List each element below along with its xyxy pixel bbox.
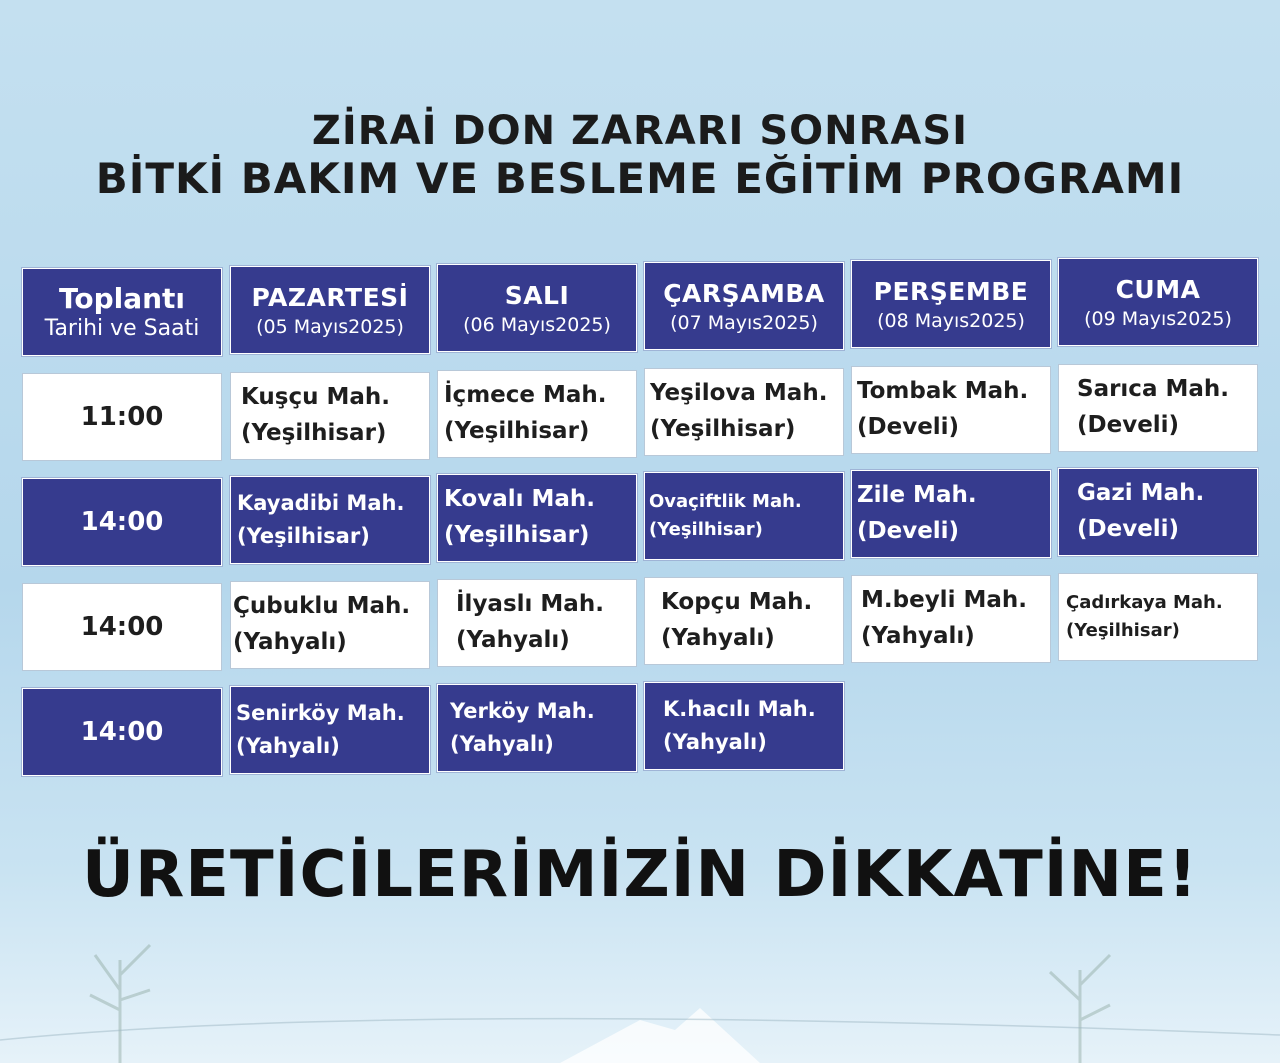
- day-date: (05 Mayıs2025): [256, 315, 404, 338]
- schedule-cell: [644, 368, 844, 456]
- day-name: PERŞEMBE: [873, 276, 1029, 306]
- village-name: Yerköy Mah.: [450, 699, 595, 724]
- district-name: (Develi): [857, 518, 960, 544]
- schedule-cell: [644, 472, 844, 560]
- schedule-cell: [437, 579, 637, 667]
- time-cell-row-3: [22, 583, 222, 671]
- notice-heading: ÜRETİCİLERİMİZİN DİKKATİNE!: [82, 838, 1198, 912]
- village-name: Çubuklu Mah.: [233, 593, 411, 620]
- header-day-friday: [1058, 258, 1258, 346]
- time-label: 14:00: [80, 716, 164, 747]
- header-corner-subtitle: Tarihi ve Saati: [44, 316, 200, 342]
- schedule-cell: [1058, 573, 1258, 661]
- schedule-cell: [230, 372, 430, 460]
- village-name: Tombak Mah.: [857, 378, 1029, 405]
- village-name: Senirköy Mah.: [236, 701, 405, 726]
- district-name: (Yeşilhisar): [444, 418, 590, 444]
- district-name: (Yeşilhisar): [237, 524, 370, 548]
- schedule-cell: [230, 686, 430, 774]
- day-name: PAZARTESİ: [251, 282, 409, 312]
- day-date: (06 Mayıs2025): [463, 313, 611, 336]
- district-name: (Yeşilhisar): [650, 416, 796, 442]
- day-date: (07 Mayıs2025): [670, 311, 818, 334]
- district-name: (Develi): [1077, 412, 1180, 438]
- village-name: Sarıca Mah.: [1077, 376, 1229, 403]
- district-name: (Yahyalı): [450, 732, 554, 756]
- day-date: (08 Mayıs2025): [877, 309, 1025, 332]
- village-name: M.beyli Mah.: [861, 587, 1027, 614]
- time-label: 14:00: [80, 506, 164, 537]
- village-name: Gazi Mah.: [1077, 480, 1205, 507]
- plant-silhouette-left: [90, 945, 150, 1063]
- village-name: Ovaçiftlik Mah.: [649, 491, 802, 513]
- day-name: CUMA: [1115, 274, 1201, 304]
- time-cell-row-4: [22, 688, 222, 776]
- title-line-1: ZİRAİ DON ZARARI SONRASI: [311, 108, 969, 154]
- village-name: Yeşilova Mah.: [650, 380, 828, 407]
- village-name: İlyaslı Mah.: [456, 591, 604, 618]
- day-name: ÇARŞAMBA: [663, 278, 825, 308]
- time-label: 11:00: [80, 401, 164, 432]
- plant-silhouette-right: [1050, 955, 1110, 1063]
- village-name: Kopçu Mah.: [661, 589, 813, 616]
- schedule-cell: [1058, 364, 1258, 452]
- district-name: (Yahyalı): [663, 730, 767, 754]
- village-name: K.hacılı Mah.: [663, 697, 816, 722]
- schedule-cell: [230, 476, 430, 564]
- village-name: Çadırkaya Mah.: [1066, 592, 1223, 614]
- header-corner-title: Toplantı: [58, 282, 186, 316]
- title-line-2: BİTKİ BAKIM VE BESLEME EĞİTİM PROGRAMI: [95, 154, 1185, 203]
- header-corner: [22, 268, 222, 356]
- district-name: (Yeşilhisar): [241, 420, 387, 446]
- district-name: (Yahyalı): [661, 625, 775, 651]
- village-name: Kuşçu Mah.: [241, 384, 391, 411]
- day-date: (09 Mayıs2025): [1084, 307, 1232, 330]
- header-day-wednesday: [644, 262, 844, 350]
- district-name: (Yahyalı): [236, 734, 340, 758]
- district-name: (Yahyalı): [861, 623, 975, 649]
- header-day-tuesday: [437, 264, 637, 352]
- district-name: (Yeşilhisar): [1066, 620, 1180, 641]
- time-cell-row-2: [22, 478, 222, 566]
- village-name: Kovalı Mah.: [444, 486, 596, 513]
- header-day-monday: [230, 266, 430, 354]
- schedule-cell: [437, 370, 637, 458]
- time-label: 14:00: [80, 611, 164, 642]
- district-name: (Yeşilhisar): [444, 522, 590, 548]
- schedule-cell: [851, 470, 1051, 558]
- village-name: Kayadibi Mah.: [237, 491, 405, 516]
- schedule-cell: [851, 575, 1051, 663]
- village-name: Zile Mah.: [857, 482, 977, 509]
- schedule-cell: [1058, 468, 1258, 556]
- schedule-cell: [644, 577, 844, 665]
- district-name: (Yahyalı): [456, 627, 570, 653]
- district-name: (Yahyalı): [233, 629, 347, 655]
- schedule-cell: [644, 682, 844, 770]
- district-name: (Yeşilhisar): [649, 519, 763, 540]
- village-name: İçmece Mah.: [444, 382, 607, 409]
- header-day-thursday: [851, 260, 1051, 348]
- power-line: [0, 1019, 1280, 1040]
- mountain-silhouette: [560, 1008, 760, 1063]
- district-name: (Develi): [1077, 516, 1180, 542]
- schedule-cell: [437, 474, 637, 562]
- day-name: SALI: [504, 280, 570, 310]
- schedule-cell: [230, 581, 430, 669]
- schedule-cell: [437, 684, 637, 772]
- district-name: (Develi): [857, 414, 960, 440]
- time-cell-row-1: [22, 373, 222, 461]
- schedule-cell: [851, 366, 1051, 454]
